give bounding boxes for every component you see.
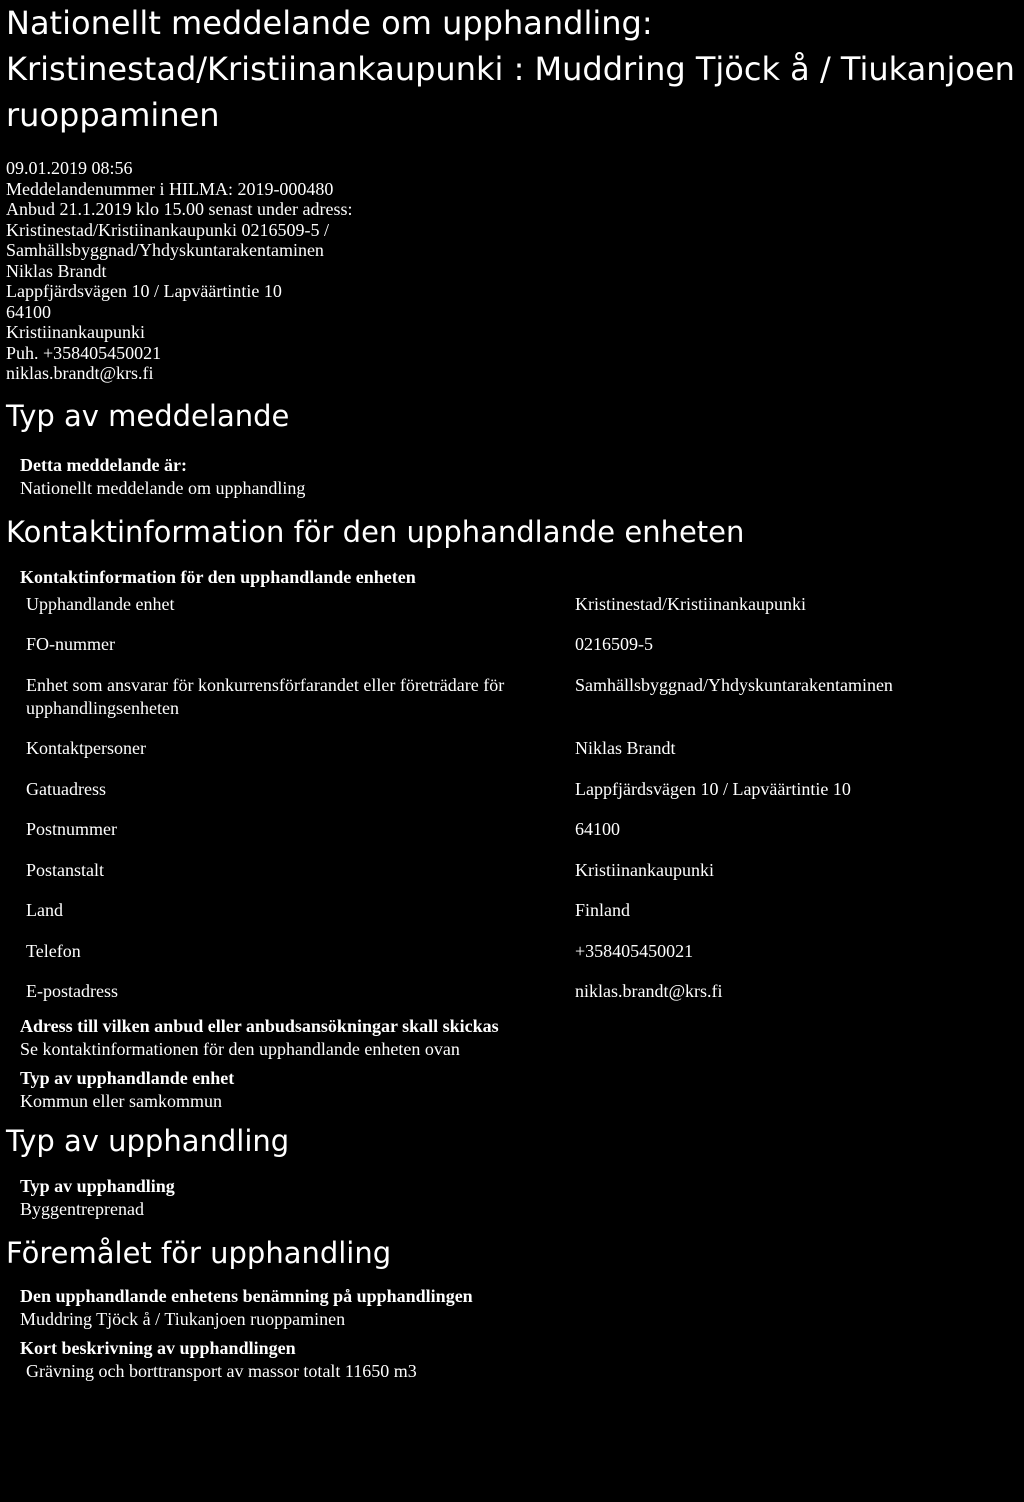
contact-row-key: Enhet som ansvarar för konkurrensförfarandet eller företrädare för upphandlingsenheten xyxy=(26,674,505,718)
section-heading-procurement-type: Typ av upphandling xyxy=(6,1123,290,1158)
contact-row-key: Postnummer xyxy=(26,819,118,839)
contact-row-value: Kristinestad/Kristiinankaupunki xyxy=(575,593,806,614)
subject-name-label: Den upphandlande enhetens benämning på upphandlingen xyxy=(20,1285,473,1306)
contact-row-value: Finland xyxy=(575,900,631,920)
contact-row-key: Gatuadress xyxy=(26,778,106,799)
entity-type-value: Kommun eller samkommun xyxy=(20,1090,222,1111)
section-subject xyxy=(6,1235,1016,1383)
contact-block xyxy=(20,566,1016,1113)
subject-name-value: Muddring Tjöck å / Tiukanjoen ruoppaminen xyxy=(20,1308,346,1329)
subject-block xyxy=(20,1285,1016,1383)
section-heading-notice-type: Typ av meddelande xyxy=(6,398,290,433)
address-label: Adress till vilken anbud eller anbudsansökningar skall skickas xyxy=(20,1015,499,1036)
contact-row-value: +358405450021 xyxy=(575,940,694,961)
contact-row-value: 64100 xyxy=(575,819,620,839)
contact-row-key: FO-nummer xyxy=(26,634,115,654)
document-title xyxy=(6,0,1016,138)
contact-table xyxy=(26,589,1016,1021)
title-line-2: Kristinestad/Kristiinankaupunki : Muddring Tjöck å / Tiukanjoen xyxy=(6,50,1015,88)
contact-row-value: 0216509-5 xyxy=(575,634,653,654)
section-notice-type xyxy=(6,398,1016,500)
contact-row-value: Samhällsbyggnad/Yhdyskuntarakentaminen xyxy=(575,674,893,695)
notice-number: Meddelandenummer i HILMA: 2019-000480 xyxy=(6,178,334,199)
section-procurement-type xyxy=(6,1123,1016,1221)
procurement-type-value: Byggentreprenad xyxy=(20,1198,144,1219)
contact-row-key: Upphandlande enhet xyxy=(26,593,175,614)
meta-organization: Kristinestad/Kristiinankaupunki 0216509-5 / xyxy=(6,219,329,240)
address-block xyxy=(20,1015,1016,1061)
notice-type-block xyxy=(20,454,1016,500)
entity-type-label: Typ av upphandlande enhet xyxy=(20,1067,235,1088)
section-heading-subject: Föremålet för upphandling xyxy=(6,1235,392,1270)
tender-deadline: Anbud 21.1.2019 klo 15.00 senast under adress: xyxy=(6,199,353,219)
title-line-3: ruoppaminen xyxy=(6,96,220,134)
procurement-type-block xyxy=(20,1175,1016,1221)
contact-row-value: niklas.brandt@krs.fi xyxy=(575,981,723,1001)
notice-type-value: Nationellt meddelande om upphandling xyxy=(20,477,306,498)
meta-email: niklas.brandt@krs.fi xyxy=(6,363,154,383)
contact-row-key: Telefon xyxy=(26,940,81,961)
contact-row-value: Lappfjärdsvägen 10 / Lapväärtintie 10 xyxy=(575,778,851,799)
notice-type-label: Detta meddelande är: xyxy=(20,454,187,475)
section-heading-contact: Kontaktinformation för den upphandlande enheten xyxy=(6,514,745,549)
title-line-1: Nationellt meddelande om upphandling: xyxy=(6,4,653,42)
contact-row-value: Kristiinankaupunki xyxy=(575,859,714,880)
contact-row-key: Kontaktpersoner xyxy=(26,738,146,758)
procurement-type-label: Typ av upphandling xyxy=(20,1175,175,1196)
contact-subheading: Kontaktinformation för den upphandlande enheten xyxy=(20,566,416,587)
subject-description-value: Grävning och borttransport av massor totalt 11650 m3 xyxy=(26,1360,417,1381)
meta-street: Lappfjärdsvägen 10 / Lapväärtintie 10 xyxy=(6,281,282,301)
notice-date: 09.01.2019 08:56 xyxy=(6,158,133,178)
address-value: Se kontaktinformationen för den upphandlande enheten ovan xyxy=(20,1038,460,1059)
meta-postcode: 64100 xyxy=(6,301,51,322)
section-contact xyxy=(6,514,1016,1113)
contact-row-key: Land xyxy=(26,900,63,920)
contact-row-value: Niklas Brandt xyxy=(575,738,676,758)
notice-meta xyxy=(6,158,1016,384)
meta-contact-person: Niklas Brandt xyxy=(6,260,107,281)
subject-description-label: Kort beskrivning av upphandlingen xyxy=(20,1337,296,1358)
entity-type-block xyxy=(20,1067,1016,1113)
meta-phone: Puh. +358405450021 xyxy=(6,342,162,363)
meta-city: Kristiinankaupunki xyxy=(6,322,145,342)
meta-unit: Samhällsbyggnad/Yhdyskuntarakentaminen xyxy=(6,240,324,260)
contact-row-key: E-postadress xyxy=(26,981,118,1001)
contact-row-key: Postanstalt xyxy=(26,859,105,880)
